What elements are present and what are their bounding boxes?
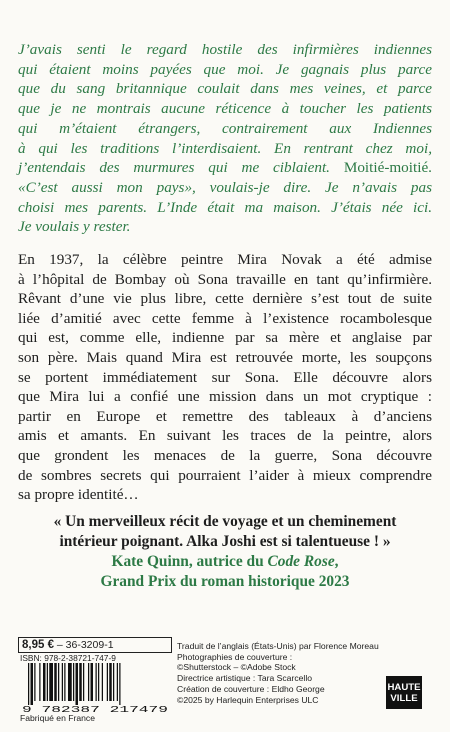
price-value: 8,95 € (22, 639, 54, 651)
attribution-comma: , (334, 553, 339, 570)
review-blurb (18, 512, 432, 592)
review-quote-line: intérieur poignant. Alka Joshi est si talentueuse ! » (59, 533, 391, 550)
review-quote-line: « Un merveilleux récit de voyage et un cheminement (53, 513, 397, 530)
summary-line: liée d’amitié avec cette femme à l’existence rocambolesque (18, 309, 432, 327)
made-in-label: Fabriqué en France (20, 713, 95, 723)
barcode-image (20, 663, 170, 713)
barcode-bar (73, 663, 74, 701)
excerpt-line (18, 158, 432, 178)
price-code: – 36-3209-1 (53, 639, 114, 651)
barcode-bar (83, 663, 84, 701)
barcode-bar (31, 663, 34, 705)
barcode-bar (113, 663, 114, 701)
summary-line: partir en Europe et remettre des tableaux à d’anciens (18, 407, 432, 425)
credit-line: Création de couverture : Eldho George (177, 683, 325, 694)
barcode-bar (54, 663, 57, 701)
excerpt-line: J’avais senti le regard hostile des infirmières indiennes (18, 41, 432, 58)
barcode-digits: 9 782387 217479 (22, 704, 169, 713)
excerpt-line: choisi mes parents. L’Inde était ma maison. J’étais née ici. (18, 198, 432, 216)
barcode-bar (96, 663, 97, 701)
attribution-book-title: Code Rose (267, 553, 335, 570)
barcode-bar (34, 663, 35, 701)
credit-line: Traduit de l’anglais (États-Unis) par Florence Moreau (177, 641, 379, 651)
attribution-text: Kate Quinn, autrice du (111, 553, 268, 570)
credit-line: Directrice artistique : Tara Scarcello (177, 673, 313, 684)
summary-line: se portent immédiatement sur Sona. Elle découvre alors (18, 368, 432, 386)
excerpt-quote (18, 40, 432, 237)
logo-line: HAUTE (387, 681, 421, 693)
barcode-bar (109, 663, 112, 701)
excerpt-line: «C’est aussi mon pays», voulais-je dire. Je n’avais pas (18, 178, 432, 196)
summary-line: à l’hôpital de Bombay où Sona travaille en tant qu’infirmière. (18, 270, 432, 288)
barcode-bar (68, 663, 72, 701)
summary-line: de sombres secrets qui pourraient l’aider à mieux comprendre (18, 466, 432, 484)
excerpt-roman: Moitié-moitié. (329, 159, 432, 177)
credit-line: ©2025 by Harlequin Enterprises ULC (177, 694, 319, 705)
barcode-bar (79, 663, 82, 701)
summary-line: que grondent les menaces de la guerre, Sona découvre (18, 446, 432, 464)
barcode-bar (39, 663, 40, 701)
barcode-bar (119, 663, 120, 705)
barcode-bar (102, 663, 103, 701)
isbn-label: ISBN: 978-2-38721-747-9 (20, 653, 116, 663)
barcode-bar (117, 663, 118, 701)
barcode-bar (76, 663, 79, 705)
barcode-bar (28, 663, 29, 705)
barcode-bar (107, 663, 108, 701)
logo-line: VILLE (390, 692, 418, 704)
summary-line: sa propre identité… (18, 486, 139, 504)
credits-block (177, 641, 397, 705)
barcode-bar (62, 663, 63, 701)
credit-line: Photographies de couverture : (177, 651, 293, 662)
excerpt-line: qui étaient moins payées que moi. Je gagnais plus parce (18, 60, 432, 78)
excerpt-line: à qui les traditions l’interdisaient. En rentrant chez moi, (18, 139, 432, 157)
barcode-bar (98, 663, 99, 701)
barcode-bar (43, 663, 46, 701)
publisher-logo (386, 676, 422, 709)
excerpt-line: Je voulais y rester. (18, 218, 131, 236)
barcode-bar (88, 663, 89, 701)
excerpt-line: que du sang britannique coulait dans mes veines, et parce (18, 80, 432, 98)
summary-line: Rêvant d’une vie plus libre, cette dernière s’est tout de suite (18, 290, 432, 308)
excerpt-line: que je ne montrais aucune réticence à toucher les patients (18, 100, 432, 118)
excerpt-line: qui m’étaient étrangers, contrairement aux Indiennes (18, 119, 432, 137)
review-award: Grand Prix du roman historique 2023 (100, 573, 350, 590)
summary-line: En 1937, la célèbre peintre Mira Novak a été admise (18, 251, 432, 268)
review-attribution (18, 552, 432, 572)
summary-line: son père. Mais quand Mira est retrouvée morte, les soupçons (18, 348, 432, 366)
barcode-bar (58, 663, 59, 701)
excerpt-italic: j’entendais des murmures qui me ciblaient. (18, 159, 330, 177)
barcode-bar (91, 663, 94, 701)
summary-line: amis et amants. En suivant les traces de la peintre, alors (18, 427, 432, 445)
summary-line: qui est, comme elle, indienne par sa mère et anglaise par (18, 329, 432, 347)
barcode-bar (64, 663, 65, 701)
barcode-bar (49, 663, 53, 701)
price-box (18, 637, 172, 653)
book-summary (18, 250, 432, 505)
summary-line: que Mira lui a confié une mission dans un mot cryptique : (18, 388, 432, 406)
credit-line: ©Shutterstock – ©Adobe Stock (177, 662, 296, 673)
barcode-bar (47, 663, 48, 701)
